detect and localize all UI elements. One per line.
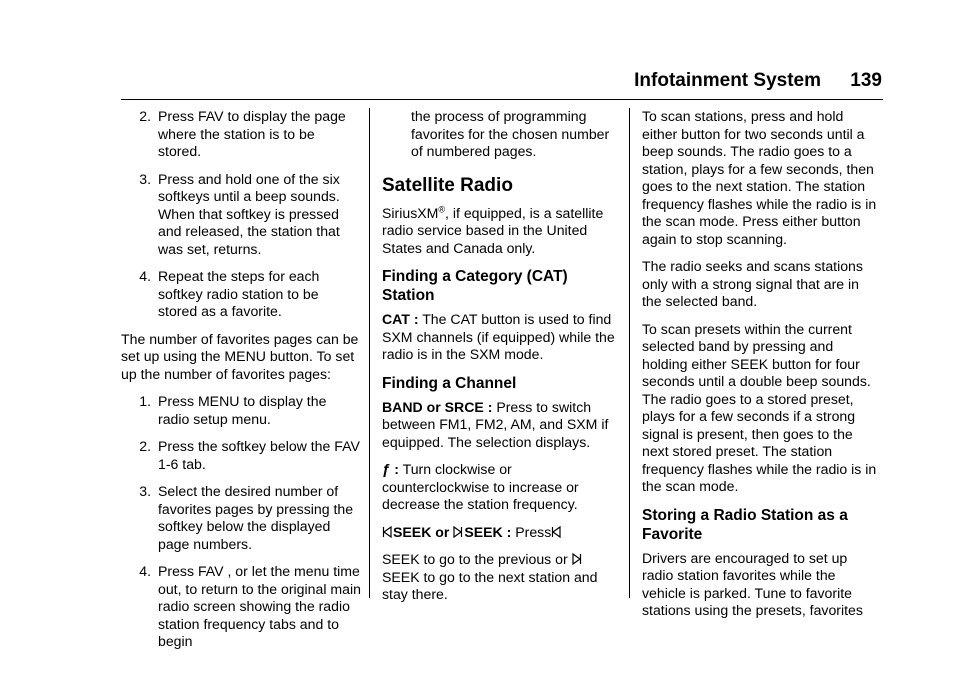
satellite-paragraph: SiriusXM®, if equipped, is a satellite radio service based in the United States and Canada only. [382,203,604,256]
heading-satellite-radio: Satellite Radio [382,174,513,196]
section-title: Infotainment System [634,70,822,91]
scan-presets-paragraph: To scan presets within the current selected band by pressing and holding either SEEK button for four seconds until a double beep sounds. The radio goes to a stored preset, plays for a few seconds if a strong signal is present, then goes to the next stored preset. The station frequency flashes while the radio is in the scan mode. [642,320,877,494]
scan-signal-paragraph: The radio seeks and scans stations only with a strong signal that are in the selected band. [642,258,863,309]
seek-description: SEEK to go to the previous or SEEK to go to the next station and stay there. [382,551,598,602]
page-header [634,70,882,92]
seek-forward-icon [453,526,463,538]
seek-paragraph: SEEK or SEEK : Press [382,524,622,542]
band-paragraph: BAND or SRCE : Press to switch between FM1, FM2, AM, and SXM if equipped. The selection displays. [382,398,609,450]
list-item: 3. Select the desired number of favorites pages by pressing the softkey below the displayed page numbers. [139,483,354,552]
storing-paragraph: Drivers are encouraged to set up radio station favorites while the vehicle is parked. Tune to favorite stations using the presets, favorites [642,549,863,618]
cat-label: CAT : [382,311,419,327]
list-item-continuation: the process of programming favorites for the chosen number of numbered pages. [411,108,610,159]
heading-storing-favorite: Storing a Radio Station as a Favorite [642,506,848,543]
tune-knob-icon: ƒ [382,461,391,478]
list-item: 3. Press and hold one of the six softkeys until a beep sounds. When that softkey is pressed and released, the station that was set, returns. [139,170,340,257]
list-item: 2. Press FAV to display the page where the station is to be stored. [139,108,346,159]
seek-forward-icon [572,553,582,565]
column-divider-1 [369,108,370,598]
column-3 [642,108,882,630]
list-item: 1. Press MENU to display the radio setup menu. [139,393,327,427]
favorites-pages-paragraph: The number of favorites pages can be set up using the MENU button. To set up the number of favorites pages: [121,330,359,382]
list-item: 4. Repeat the steps for each softkey radio station to be stored as a favorite. [139,268,320,319]
heading-finding-channel: Finding a Channel [382,374,517,392]
column-1 [121,108,361,661]
heading-finding-category: Finding a Category (CAT) Station [382,268,568,304]
list-item: 2. Press the softkey below the FAV 1-6 tab. [139,438,360,472]
cat-paragraph: CAT : The CAT button is used to find SXM channels (if equipped) while the radio is in the SXM mode. [382,311,615,362]
list-item: 4. Press FAV , or let the menu time out, to return to the original main radio screen showing the radio station frequency tabs and to begin [139,563,361,649]
seek-back-icon [551,526,561,538]
column-2 [382,108,622,614]
column-divider-2 [629,108,630,598]
band-label: BAND or SRCE : [382,398,493,415]
page-number: 139 [850,70,882,91]
scan-stations-paragraph: To scan stations, press and hold either button for two seconds until a beep sounds. The radio goes to a station, plays for a few seconds, then goes to the next station. The station frequency flashes while the radio is in the scan mode. Press either button again to stop scanning. [642,108,877,247]
header-rule [121,99,883,100]
seek-back-icon [382,526,392,538]
tune-paragraph: ƒ : Turn clockwise or counterclockwise to increase or decrease the station frequency. [382,461,579,512]
